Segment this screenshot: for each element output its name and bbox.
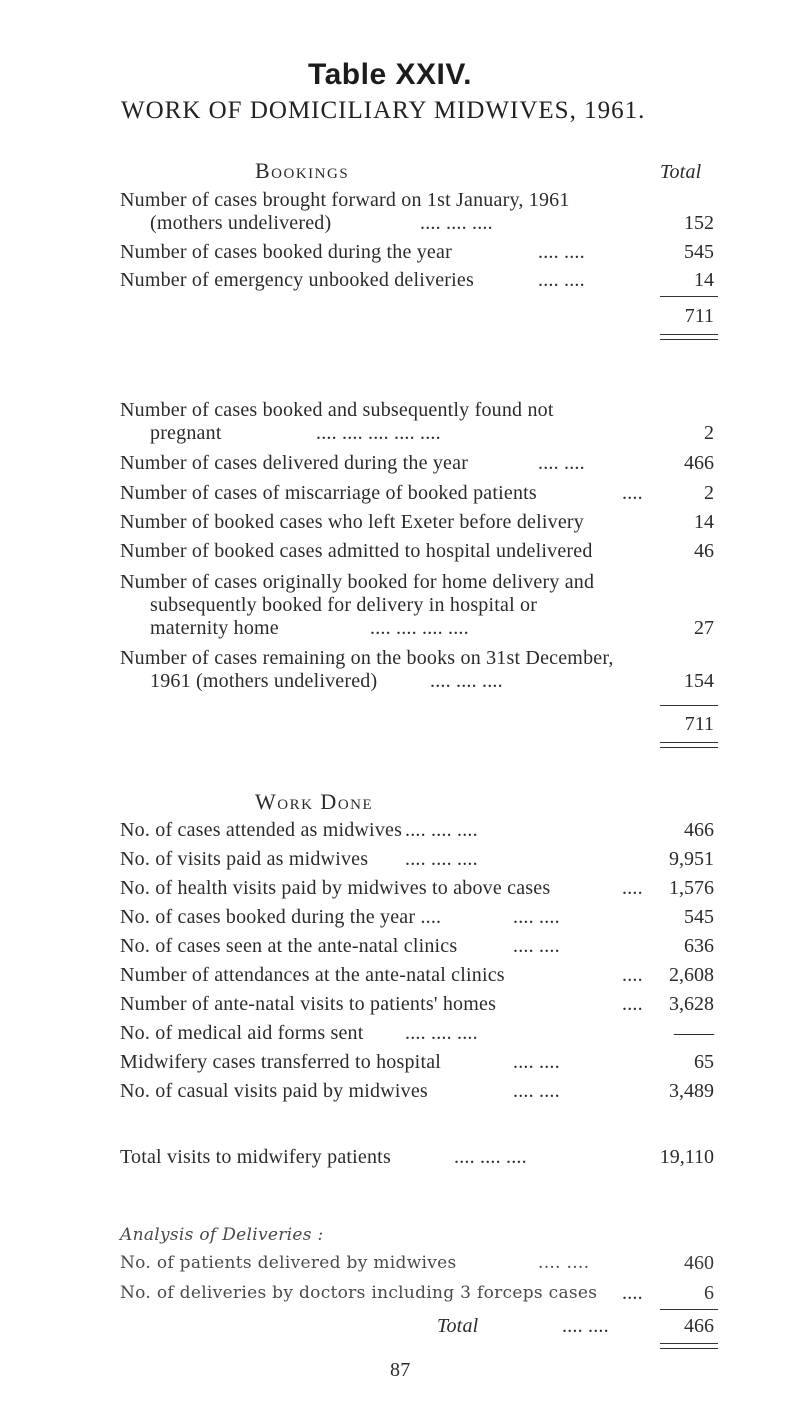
- outcome-miscarriage-dots: ....: [622, 482, 643, 504]
- bookings-row-booked-year: Number of cases booked during the year: [120, 241, 452, 263]
- work-row-home-visits: Number of ante-natal visits to patients' homes: [120, 993, 497, 1015]
- outcome-not-pregnant-line2: pregnant: [150, 422, 222, 444]
- outcome-delivered: Number of cases delivered during the year: [120, 452, 469, 474]
- work-row-attendances-value: 2,608: [669, 964, 714, 986]
- work-row-transferred-value: 65: [694, 1051, 714, 1073]
- work-row-casual-visits: No. of casual visits paid by midwives: [120, 1080, 428, 1102]
- outcome-not-pregnant-dots: .... .... .... .... ....: [316, 422, 441, 444]
- outcome-delivered-dots: .... ....: [538, 452, 585, 474]
- work-total-dots: .... .... ....: [454, 1146, 527, 1168]
- bookings-row-brought-forward-value: 152: [684, 212, 714, 234]
- work-row-attendances: Number of attendances at the ante-natal clinics: [120, 964, 505, 986]
- work-row-seen-clinics-dots: .... ....: [513, 935, 560, 957]
- analysis-total-double-rule: [660, 1343, 718, 1349]
- bookings-row-emergency: Number of emergency unbooked deliveries: [120, 269, 474, 291]
- bookings-row-emergency-value: 14: [694, 269, 714, 291]
- work-row-health-visits-dots: ....: [622, 877, 643, 899]
- page-title: WORK OF DOMICILIARY MIDWIVES, 1961.: [121, 97, 646, 124]
- work-row-cases-attended: No. of cases attended as midwives: [120, 819, 403, 841]
- work-row-casual-visits-value: 3,489: [669, 1080, 714, 1102]
- bookings-row-brought-forward-dots: .... .... ....: [420, 212, 493, 234]
- outcome-left-exeter-value: 14: [694, 511, 714, 533]
- work-row-visits-paid-dots: .... .... ....: [405, 848, 478, 870]
- analysis-subtotal-rule: [660, 1309, 718, 1310]
- work-row-home-visits-value: 3,628: [669, 993, 714, 1015]
- work-row-cases-booked: No. of cases booked during the year ....: [120, 906, 442, 928]
- outcomes-total: 711: [684, 713, 714, 735]
- work-row-home-visits-dots: ....: [622, 993, 643, 1015]
- analysis-heading: Analysis of Deliveries :: [120, 1225, 324, 1245]
- bookings-total: 711: [684, 305, 714, 327]
- outcome-miscarriage: Number of cases of miscarriage of booked patients: [120, 482, 537, 504]
- outcome-rebooked-value: 27: [694, 617, 714, 639]
- bookings-heading: Bookings: [255, 158, 350, 183]
- outcome-rebooked-line2: subsequently booked for delivery in hospital or: [150, 594, 538, 616]
- table-label: Table XXIV.: [308, 58, 472, 91]
- outcome-left-exeter: Number of booked cases who left Exeter before delivery: [120, 511, 584, 533]
- analysis-total-dots: .... ....: [562, 1315, 609, 1337]
- page-number: 87: [390, 1359, 411, 1381]
- work-row-medical-aid-dots: .... .... ....: [405, 1022, 478, 1044]
- work-row-visits-paid-value: 9,951: [669, 848, 714, 870]
- work-row-attendances-dots: ....: [622, 964, 643, 986]
- outcome-not-pregnant-value: 2: [704, 422, 714, 444]
- outcome-remaining-value: 154: [684, 670, 714, 692]
- work-total-value: 19,110: [659, 1146, 714, 1168]
- work-done-heading: Work Done: [255, 789, 374, 814]
- outcome-remaining-dots: .... .... ....: [430, 670, 503, 692]
- analysis-row-doctors-dots: ....: [622, 1282, 643, 1304]
- work-row-transferred: Midwifery cases transferred to hospital: [120, 1051, 442, 1073]
- outcome-admitted-hospital-value: 46: [694, 540, 714, 562]
- outcome-miscarriage-value: 2: [704, 482, 714, 504]
- bookings-row-emergency-dots: .... ....: [538, 269, 585, 291]
- work-row-casual-visits-dots: .... ....: [513, 1080, 560, 1102]
- work-row-health-visits-value: 1,576: [669, 877, 714, 899]
- outcome-remaining-line2: 1961 (mothers undelivered): [150, 670, 378, 692]
- analysis-row-midwives-dots: .... ....: [538, 1253, 590, 1273]
- work-row-medical-aid-value: ——: [674, 1022, 714, 1044]
- work-row-transferred-dots: .... ....: [513, 1051, 560, 1073]
- work-row-cases-attended-dots: .... .... ....: [405, 819, 478, 841]
- analysis-row-doctors-value: 6: [704, 1282, 714, 1304]
- bookings-row-booked-year-dots: .... ....: [538, 241, 585, 263]
- analysis-total-value: 466: [684, 1315, 714, 1337]
- total-column-heading: Total: [660, 161, 702, 183]
- work-row-cases-booked-dots: .... ....: [513, 906, 560, 928]
- outcomes-subtotal-rule: [660, 705, 718, 706]
- analysis-row-doctors: No. of deliveries by doctors including 3 forceps cases: [120, 1283, 598, 1303]
- analysis-row-midwives-value: 460: [684, 1252, 714, 1274]
- work-row-health-visits: No. of health visits paid by midwives to above cases: [120, 877, 551, 899]
- outcome-rebooked-line3: maternity home: [150, 617, 279, 639]
- bookings-subtotal-rule: [660, 296, 718, 297]
- bookings-total-double-rule: [660, 334, 718, 340]
- bookings-row-brought-forward-line1: Number of cases brought forward on 1st January, 1961: [120, 189, 570, 211]
- outcomes-total-double-rule: [660, 742, 718, 748]
- work-row-cases-booked-value: 545: [684, 906, 714, 928]
- work-total-label: Total visits to midwifery patients: [120, 1146, 391, 1168]
- outcome-rebooked-line1: Number of cases originally booked for home delivery and: [120, 571, 595, 593]
- outcome-rebooked-dots: .... .... .... ....: [370, 617, 469, 639]
- work-row-seen-clinics: No. of cases seen at the ante-natal clinics: [120, 935, 458, 957]
- outcome-not-pregnant-line1: Number of cases booked and subsequently found not: [120, 399, 554, 421]
- outcome-admitted-hospital: Number of booked cases admitted to hospital undelivered: [120, 540, 593, 562]
- work-row-visits-paid: No. of visits paid as midwives: [120, 848, 369, 870]
- work-row-cases-attended-value: 466: [684, 819, 714, 841]
- analysis-row-midwives: No. of patients delivered by midwives: [120, 1253, 457, 1273]
- bookings-row-booked-year-value: 545: [684, 241, 714, 263]
- outcome-delivered-value: 466: [684, 452, 714, 474]
- work-row-medical-aid: No. of medical aid forms sent: [120, 1022, 364, 1044]
- analysis-total-label: Total: [437, 1315, 479, 1337]
- outcome-remaining-line1: Number of cases remaining on the books on 31st December,: [120, 647, 614, 669]
- bookings-row-brought-forward-line2: (mothers undelivered): [150, 212, 332, 234]
- work-row-seen-clinics-value: 636: [684, 935, 714, 957]
